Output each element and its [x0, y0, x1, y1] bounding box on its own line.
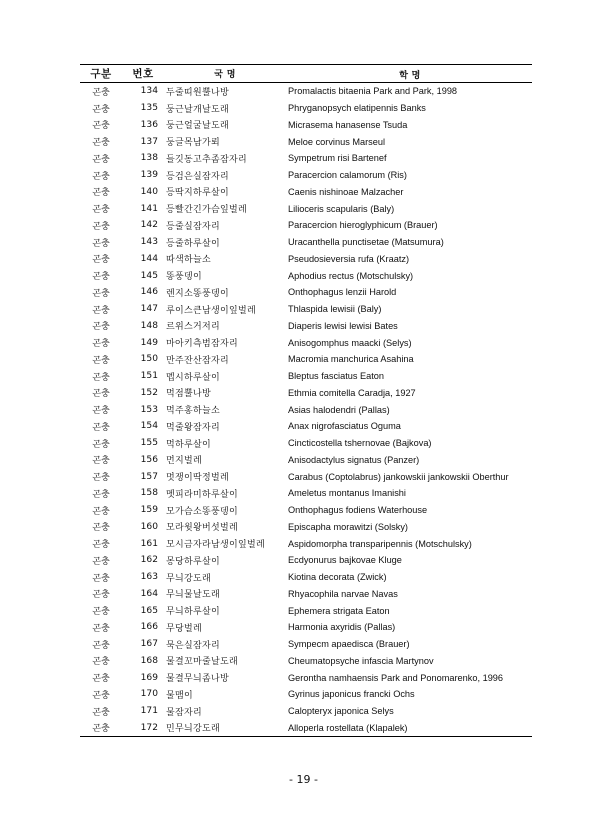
row-scientific-name: Carabus (Coptolabrus) jankowskii jankowskii Oberthur [288, 471, 509, 482]
row-number: 169 [140, 672, 158, 683]
row-category: 곤충 [92, 590, 110, 601]
row-number: 145 [140, 270, 158, 281]
row-number: 157 [140, 471, 158, 482]
row-scientific-name: Sympecm apaedisca (Brauer) [288, 639, 410, 650]
row-number: 170 [140, 689, 158, 700]
table-row [80, 251, 532, 268]
row-scientific-name: Sympetrum risi Bartenef [288, 153, 387, 164]
row-korean-name: 루이스큰남생이잎벌레 [166, 305, 256, 316]
row-category: 곤충 [92, 322, 110, 333]
row-scientific-name: Anisogomphus maacki (Selys) [288, 337, 412, 348]
row-category: 곤충 [92, 221, 110, 232]
row-korean-name: 무늬강도래 [166, 573, 211, 584]
table-row [80, 502, 532, 519]
row-number: 146 [140, 287, 158, 298]
row-category: 곤충 [92, 138, 110, 149]
row-category: 곤충 [92, 523, 110, 534]
row-number: 152 [140, 387, 158, 398]
row-korean-name: 두줄띠원뿔나방 [166, 87, 229, 98]
row-category: 곤충 [92, 623, 110, 634]
row-scientific-name: Phryganopsych elatipennis Banks [288, 103, 426, 114]
table-row [80, 619, 532, 636]
row-scientific-name: Gyrinus japonicus francki Ochs [288, 689, 415, 700]
row-number: 165 [140, 605, 158, 616]
row-scientific-name: Onthophagus fodiens Waterhouse [288, 505, 428, 516]
table-row [80, 267, 532, 284]
row-number: 172 [122, 720, 164, 737]
row-number: 138 [140, 153, 158, 164]
table-row [80, 636, 532, 653]
table-row [80, 117, 532, 134]
row-category: 곤충 [92, 707, 110, 718]
table-row [80, 703, 532, 720]
table-row [80, 669, 532, 686]
row-scientific-name: Bleptus fasciatus Eaton [288, 371, 385, 382]
row-category: 곤충 [92, 573, 110, 584]
row-korean-name: 똥풍뎅이 [166, 272, 202, 283]
row-category: 곤충 [92, 154, 110, 165]
row-korean-name: 물잠자리 [166, 707, 202, 718]
table-row [80, 519, 532, 536]
row-category: 곤충 [92, 171, 110, 182]
table-row [80, 418, 532, 435]
row-scientific-name: Aspidomorpha transparipennis (Motschulsky) [288, 538, 472, 549]
row-number: 135 [140, 103, 158, 114]
row-scientific-name: Episcapha morawitzi (Solsky) [288, 521, 408, 532]
table-row [80, 535, 532, 552]
row-korean-name: 모라윗왕버섯벌레 [166, 523, 238, 534]
table-row [80, 569, 532, 586]
row-category: 곤충 [92, 121, 110, 132]
table-body [80, 83, 532, 737]
row-category: 곤충 [92, 607, 110, 618]
row-number: 139 [140, 170, 158, 181]
row-scientific-name: Pseudosieversia rufa (Kraatz) [288, 253, 410, 264]
row-korean-name: 먹점뿔나방 [166, 389, 211, 400]
row-category: 곤충 [92, 506, 110, 517]
row-number: 142 [140, 220, 158, 231]
table-row [80, 686, 532, 703]
row-category: 곤충 [80, 720, 122, 737]
row-category: 곤충 [92, 339, 110, 350]
row-category: 곤충 [92, 640, 110, 651]
table-row [80, 334, 532, 351]
row-category: 곤충 [92, 288, 110, 299]
row-number: 149 [140, 337, 158, 348]
row-korean-name: 무늬하루살이 [166, 607, 220, 618]
row-scientific-name: Lilioceris scapularis (Baly) [288, 203, 395, 214]
table-row [80, 435, 532, 452]
row-korean-name: 민무늬강도래 [164, 720, 284, 737]
row-korean-name: 무당벌레 [166, 623, 202, 634]
row-number: 168 [140, 655, 158, 666]
row-korean-name: 물맴이 [166, 690, 193, 701]
row-scientific-name: Diaperis lewisi lewisi Bates [288, 320, 398, 331]
row-korean-name: 렌지소똥풍뎅이 [166, 288, 229, 299]
row-category: 곤충 [92, 389, 110, 400]
table-row [80, 318, 532, 335]
row-scientific-name: Harmonia axyridis (Pallas) [288, 622, 396, 633]
table-row [80, 284, 532, 301]
row-korean-name: 등검은실잠자리 [166, 171, 229, 182]
row-korean-name: 무늬물날도래 [166, 590, 220, 601]
header-scientific-name: 학 명 [284, 65, 532, 83]
table-header [80, 65, 532, 83]
row-korean-name: 둥근날개날도래 [166, 104, 229, 115]
table-row [80, 586, 532, 603]
row-scientific-name: Gerontha namhaensis Park and Ponomarenko, 1996 [288, 672, 504, 683]
row-scientific-name: Meloe corvinus Marseul [288, 136, 386, 147]
row-category: 곤충 [92, 305, 110, 316]
row-korean-name: 먼지벌레 [166, 456, 202, 467]
table-row [80, 720, 532, 737]
table-row [80, 83, 532, 100]
row-korean-name: 물결꼬마줄날도래 [166, 657, 238, 668]
row-korean-name: 둥글목남가뢰 [166, 138, 220, 149]
table-row [80, 485, 532, 502]
row-scientific-name: Macromia manchurica Asahina [288, 354, 414, 365]
row-number: 164 [140, 588, 158, 599]
row-number: 162 [140, 555, 158, 566]
row-number: 160 [140, 521, 158, 532]
row-scientific-name: Caenis nishinoae Malzacher [288, 186, 404, 197]
row-category: 곤충 [92, 238, 110, 249]
row-number: 137 [140, 136, 158, 147]
row-scientific-name: Paracercion hieroglyphicum (Brauer) [288, 220, 438, 231]
table-row [80, 167, 532, 184]
table-row [80, 653, 532, 670]
header-korean-name: 국 명 [164, 65, 284, 83]
header-row [80, 65, 532, 83]
row-korean-name: 등줄실잠자리 [166, 221, 220, 232]
row-category: 곤충 [92, 87, 110, 98]
row-number: 153 [140, 404, 158, 415]
row-scientific-name: Aphodius rectus (Motschulsky) [288, 270, 414, 281]
row-scientific-name: Onthophagus lenzii Harold [288, 287, 397, 298]
row-scientific-name: Micrasema hanasense Tsuda [288, 119, 408, 130]
row-category: 곤충 [92, 422, 110, 433]
row-category: 곤충 [92, 540, 110, 551]
row-number: 141 [140, 203, 158, 214]
row-scientific-name: Thlaspida lewisii (Baly) [288, 304, 382, 315]
row-number: 171 [140, 706, 158, 717]
row-category: 곤충 [92, 489, 110, 500]
table-row [80, 602, 532, 619]
row-number: 166 [140, 622, 158, 633]
row-korean-name: 물결무늬좀나방 [166, 674, 229, 685]
row-scientific-name: Paracercion calamorum (Ris) [288, 170, 407, 181]
row-category: 곤충 [92, 188, 110, 199]
table-row [80, 468, 532, 485]
row-korean-name: 모시금자라남생이잎벌레 [166, 540, 265, 551]
table-row [80, 385, 532, 402]
row-number: 147 [140, 304, 158, 315]
row-category: 곤충 [92, 657, 110, 668]
table-row [80, 301, 532, 318]
row-number: 158 [140, 488, 158, 499]
row-number: 148 [140, 320, 158, 331]
row-number: 159 [140, 505, 158, 516]
row-number: 144 [140, 253, 158, 264]
row-scientific-name: Promalactis bitaenia Park and Park, 1998 [288, 86, 458, 97]
row-korean-name: 묵은실잠자리 [166, 640, 220, 651]
row-korean-name: 먹줄왕잠자리 [166, 422, 220, 433]
row-number: 143 [140, 237, 158, 248]
row-korean-name: 멧피라미하루살이 [166, 489, 238, 500]
row-number: 136 [140, 119, 158, 130]
row-category: 곤충 [92, 205, 110, 216]
table-row [80, 552, 532, 569]
row-category: 곤충 [92, 372, 110, 383]
row-korean-name: 모가슴소똥풍뎅이 [166, 506, 238, 517]
row-korean-name: 등줄하루살이 [166, 238, 220, 249]
row-korean-name: 몽당하루살이 [166, 556, 220, 567]
row-korean-name: 둥근얼굴날도래 [166, 121, 229, 132]
row-scientific-name: Cincticostella tshernovae (Bajkova) [288, 438, 432, 449]
table-row [80, 200, 532, 217]
row-korean-name: 만주잔산잠자리 [166, 355, 229, 366]
row-scientific-name: Asias halodendri (Pallas) [288, 404, 390, 415]
row-scientific-name: Ethmia comitella Caradja, 1927 [288, 387, 416, 398]
row-number: 150 [140, 354, 158, 365]
row-scientific-name: Calopteryx japonica Selys [288, 706, 394, 717]
row-category: 곤충 [92, 674, 110, 685]
row-category: 곤충 [92, 690, 110, 701]
row-korean-name: 등딱지하루살이 [166, 188, 229, 199]
row-scientific-name: Cheumatopsyche infascia Martynov [288, 655, 434, 666]
row-scientific-name: Ecdyonurus bajkovae Kluge [288, 555, 402, 566]
row-number: 163 [140, 572, 158, 583]
row-korean-name: 따색하늘소 [166, 255, 211, 266]
row-korean-name: 등빨간긴가슴잎벌레 [166, 205, 247, 216]
row-category: 곤충 [92, 272, 110, 283]
row-number: 151 [140, 371, 158, 382]
row-category: 곤충 [92, 473, 110, 484]
table-row [80, 217, 532, 234]
table-row [80, 368, 532, 385]
row-category: 곤충 [92, 255, 110, 266]
row-scientific-name: Ameletus montanus Imanishi [288, 488, 406, 499]
table-row [80, 401, 532, 418]
row-number: 161 [140, 538, 158, 549]
row-number: 155 [140, 438, 158, 449]
row-scientific-name: Rhyacophila narvae Navas [288, 588, 398, 599]
species-table [80, 64, 532, 737]
row-scientific-name: Anax nigrofasciatus Oguma [288, 421, 401, 432]
row-category: 곤충 [92, 355, 110, 366]
row-korean-name: 멋쟁이딱정벌레 [166, 473, 229, 484]
row-category: 곤충 [92, 456, 110, 467]
header-category: 구분 [80, 65, 122, 83]
table-row [80, 184, 532, 201]
page-number: - 19 - [289, 773, 318, 786]
row-scientific-name: Anisodactylus signatus (Panzer) [288, 454, 420, 465]
row-number: 156 [140, 454, 158, 465]
row-category: 곤충 [92, 439, 110, 450]
row-korean-name: 들깃동고추좀잠자리 [166, 154, 247, 165]
row-scientific-name: Alloperla rostellata (Klapalek) [284, 720, 532, 737]
row-scientific-name: Kiotina decorata (Zwick) [288, 572, 387, 583]
table-row [80, 150, 532, 167]
row-korean-name: 먹주홍하늘소 [166, 406, 220, 417]
row-korean-name: 먹하루살이 [166, 439, 211, 450]
row-scientific-name: Ephemera strigata Eaton [288, 605, 390, 616]
table-row [80, 351, 532, 368]
row-category: 곤충 [92, 104, 110, 115]
row-number: 154 [140, 421, 158, 432]
row-korean-name: 멥시하루살이 [166, 372, 220, 383]
row-korean-name: 르위스거저리 [166, 322, 220, 333]
table-row [80, 100, 532, 117]
header-number: 번호 [122, 65, 164, 83]
row-scientific-name: Uracanthella punctisetae (Matsumura) [288, 237, 444, 248]
row-number: 134 [140, 86, 158, 97]
row-category: 곤충 [92, 556, 110, 567]
table-row [80, 133, 532, 150]
row-number: 140 [140, 186, 158, 197]
row-category: 곤충 [92, 406, 110, 417]
table-row [80, 452, 532, 469]
table-row [80, 234, 532, 251]
row-korean-name: 마아키측범잠자리 [166, 339, 238, 350]
row-number: 167 [140, 639, 158, 650]
